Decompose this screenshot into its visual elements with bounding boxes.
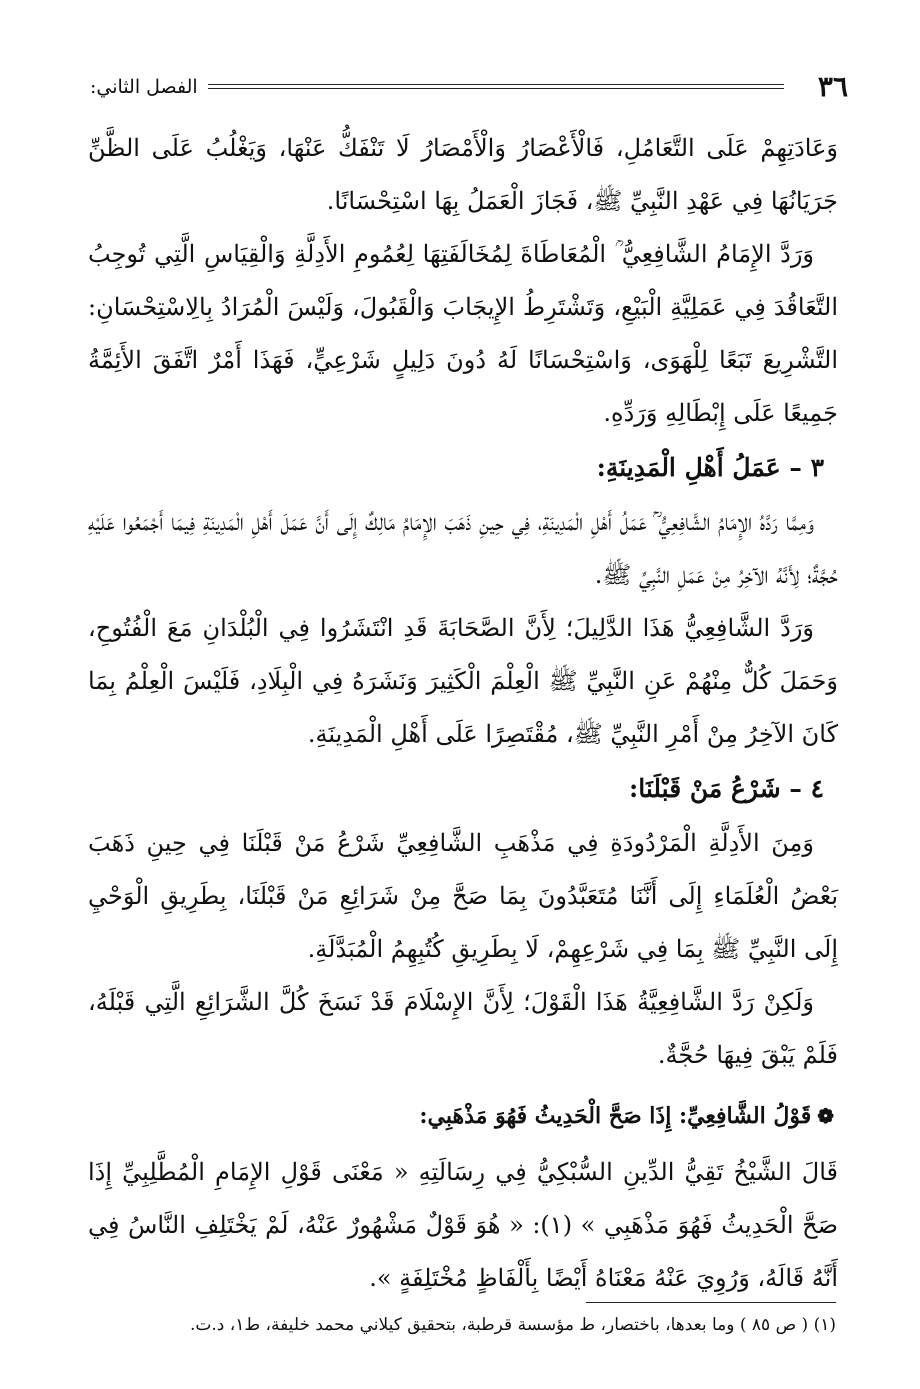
paragraph: وَمِنَ الأَدِلَّةِ الْمَرْدُودَةِ فِي مَذْهَبِ الشَّافِعِيِّ شَرْعُ مَنْ قَبْلَنَا فِي حِينِ ذَهَبَ بَعْضُ الْعُلَمَاءِ إِلَى أَنَّنَا مُتَعَبَّدُونَ بِمَا صَحَّ مِنْ شَرَائِعِ مَنْ قَبْلَنَا، بِطَرِيقِ الْوَحْيِ إِلَى النَّبِيِّ ﷺ بِمَا فِي شَرْعِهِمْ، لَا بِطَرِيقِ كُتُبِهِمُ الْمُبَدَّلَةِ. bbox=[88, 829, 838, 963]
paragraph: وَرَدَّ الشَّافِعِيُّ هَذَا الدَّلِيلَ؛ لِأَنَّ الصَّحَابَةَ قَدِ انْتَشَرُوا فِي الْبُلْدَانِ مَعَ الْفُتُوحِ، وَحَمَلَ كُلٌّ مِنْهُمْ عَنِ النَّبِيِّ ﷺ الْعِلْمَ الْكَثِيرَ وَنَشَرَهُ فِي الْبِلَادِ، فَلَيْسَ الْعِلْمُ بِمَا كَانَ الآخِرُ مِنْ أَمْرِ النَّبِيِّ ﷺ، مُقْتَصِرًا عَلَى أَهْلِ الْمَدِينَةِ. bbox=[88, 614, 838, 748]
paragraph: وَرَدَّ الإِمَامُ الشَّافِعِيُّ ؒ الْمُعَاطَاةَ لِمُخَالَفَتِهَا لِعُمُومِ الأَدِلَّةِ وَالْقِيَاسِ الَّتِي تُوجِبُ التَّعَاقُدَ فِي عَمَلِيَّةِ الْبَيْعِ، وَتَشْتَرِطُ الإِيجَابَ وَالْقَبُولَ، وَلَيْسَ الْمُرَادُ بِالِاسْتِحْسَانِ: التَّشْرِيعَ تَبَعًا لِلْهَوَى، وَاسْتِحْسَانًا لَهُ دُونَ دَلِيلٍ شَرْعِيٍّ، فَهَذَا أَمْرٌ اتَّفَقَ الأَئِمَّةُ جَمِيعًا عَلَى إِبْطَالِهِ وَرَدِّهِ. bbox=[88, 240, 838, 427]
footnote: (١) ( ص ٨٥ ) وما بعدها، باختصار، ط مؤسسة قرطبة، بتحقيق كيلاني محمد خليفة، ط١، د.ت. bbox=[189, 1315, 836, 1335]
page-body bbox=[88, 122, 838, 1305]
section-heading: ٤ – شَرْعُ مَنْ قَبْلَنَا: bbox=[629, 774, 824, 803]
paragraph: قَالَ الشَّيْخُ تَقِيُّ الدِّينِ السُّبْكِيُّ فِي رِسَالَتِهِ « مَعْنَى قَوْلِ الإِمَامِ الْمُطَّلِبِيِّ إِذَا صَحَّ الْحَدِيثُ فَهُوَ مَذْهَبِي » (١): « هُوَ قَوْلٌ مَشْهُورٌ عَنْهُ، لَمْ يَخْتَلِفِ النَّاسُ فِي أَنَّهُ قَالَهُ، وَرُوِيَ عَنْهُ مَعْنَاهُ أَيْضًا بِأَلْفَاظٍ مُخْتَلِفَةٍ ». bbox=[88, 1158, 838, 1292]
chapter-title: الفصل الثاني: bbox=[90, 76, 198, 98]
paragraph: وَلَكِنْ رَدَّ الشَّافِعِيَّةُ هَذَا الْقَوْلَ؛ لِأَنَّ الإِسْلَامَ قَدْ نَسَخَ كُلَّ الشَّرَائِعِ الَّتِي قَبْلَهُ، فَلَمْ يَبْقَ فِيهَا حُجَّةٌ. bbox=[88, 988, 838, 1069]
paragraph: وَمِمَّا رَدَّهُ الإِمَامُ الشَّافِعِيُّ ؒ عَمَلُ أَهْلِ الْمَدِينَةِ، فِي حِينِ ذَهَبَ الإِمَامُ مَالِكٌ إِلَى أَنَّ عَمَلَ أَهْلِ الْمَدِينَةِ فِيمَا أَجْمَعُوا عَلَيْهِ حُجَّةٌ؛ لِأَنَّهُ الآخِرُ مِنْ عَمَلِ النَّبِيِّ ﷺ. bbox=[88, 508, 838, 589]
subsection-heading bbox=[88, 1088, 838, 1144]
header-rule bbox=[208, 84, 784, 89]
page-number: ٣٦ bbox=[817, 70, 848, 103]
subsection-heading-text: قَوْلُ الشَّافِعِيِّ: إِذَا صَحَّ الْحَدِيثُ فَهُوَ مَذْهَبِي: bbox=[419, 1103, 812, 1129]
paragraph: وَعَادَتِهِمْ عَلَى التَّعَامُلِ، فَالْأَعْصَارُ وَالْأَمْصَارُ لَا تَنْفَكُّ عَنْهَا، وَيَغْلُبُ عَلَى الظَّنِّ جَرَيَانُهَا فِي عَهْدِ النَّبِيِّ ﷺ، فَجَازَ الْعَمَلُ بِهَا اسْتِحْسَانًا. bbox=[88, 134, 838, 215]
footnote-divider bbox=[586, 1302, 836, 1303]
page-header bbox=[90, 70, 848, 104]
section-heading: ٣ – عَمَلُ أَهْلِ الْمَدِينَةِ: bbox=[596, 453, 824, 482]
flower-icon: ❁ bbox=[817, 1104, 834, 1128]
